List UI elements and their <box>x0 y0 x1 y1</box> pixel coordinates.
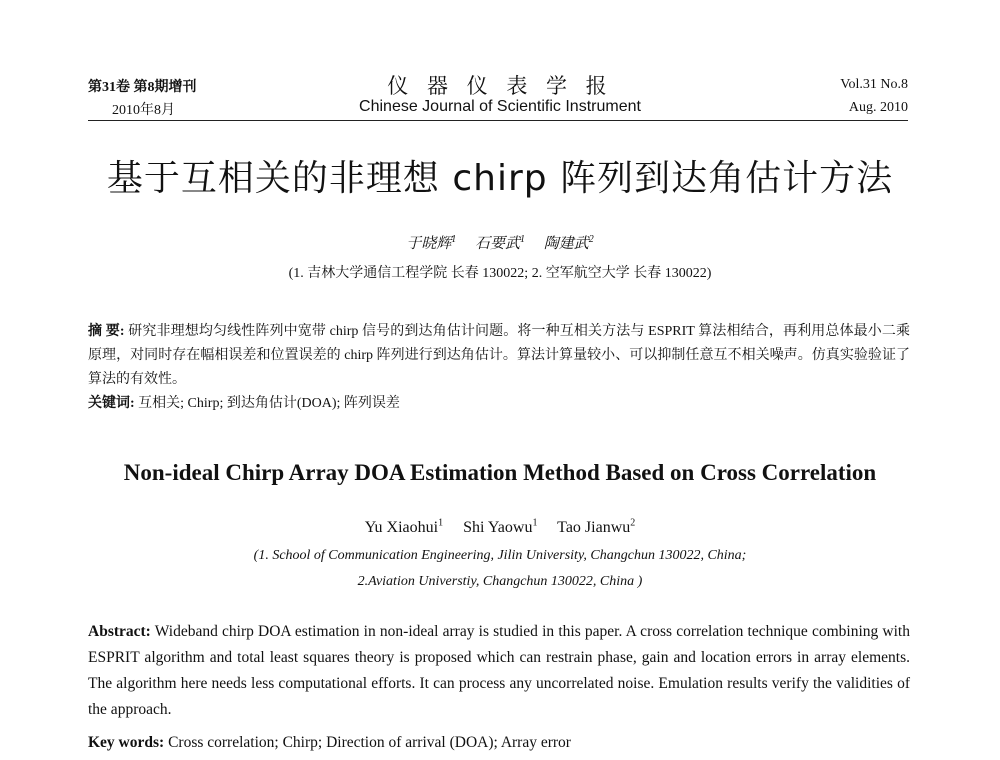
journal-name-cn: 仪 器 仪 表 学 报 <box>387 74 613 98</box>
author: 于晓辉$^1$ <box>406 234 457 252</box>
author: 陶建武$^2$ <box>543 234 594 252</box>
authors-cn <box>0 232 1000 253</box>
affiliation-en-1: (1. School of Communication Engineering, Jilin University, Changchun 130022, China; <box>253 548 747 563</box>
keywords-cn: 关键词: 互相关; Chirp; 到达角估计(DOA); 阵列误差 <box>88 396 400 411</box>
author: Tao Jianwu$^2$ <box>557 518 636 537</box>
affiliation-en-2: 2.Aviation Universtiy, Changchun 130022, China ) <box>357 574 643 589</box>
author: Yu Xiaohui$^1$ <box>364 518 444 537</box>
abstract-cn: 摘 要: 研究非理想均匀线性阵列中宽带 chirp 信号的到达角估计问题。将一种互相关方法与 ESPRIT 算法相结合，再利用总体最小二乘原理，对同时存在幅相误差和位置误差的 chirp 阵列进行到达角估计。算法计算量较小、可以抑制任意互不相关噪声。仿真实验验证了算法的有效性。 <box>88 324 911 387</box>
abstract-en: Abstract: Wideband chirp DOA estimation in non-ideal array is studied in this paper. A cross correlation technique combining with ESPRIT algorithm and total least squares theory is proposed which can restrain phase, gain and location errors in array elements. The algorithm here needs less computational efforts. It can process any uncorrelated noise. Emulation results verify the validities of the approach. <box>88 623 910 718</box>
keywords-en: Key words: Cross correlation; Chirp; Direction of arrival (DOA); Array error <box>88 734 571 751</box>
author: Shi Yaowu$^1$ <box>463 518 538 537</box>
publication-date-cn: 2010年8月 <box>112 103 175 118</box>
header-rule <box>88 120 908 121</box>
author: 石要武$^1$ <box>474 234 525 252</box>
volume-issue: 第31卷 第8期增刊 <box>88 80 197 95</box>
volume-en: Vol.31 No.8 <box>840 77 908 92</box>
publication-date-en: Aug. 2010 <box>848 100 908 115</box>
affiliation-cn: (1. 吉林大学通信工程学院 长春 130022; 2. 空军航空大学 长春 130022) <box>288 266 712 281</box>
paper-title-en: Non-ideal Chirp Array DOA Estimation Method Based on Cross Correlation <box>123 460 877 485</box>
authors-en <box>0 518 1000 537</box>
paper-title-cn: 基于互相关的非理想 chirp 阵列到达角估计方法 <box>106 158 894 199</box>
journal-name-en: Chinese Journal of Scientific Instrument <box>359 98 641 115</box>
